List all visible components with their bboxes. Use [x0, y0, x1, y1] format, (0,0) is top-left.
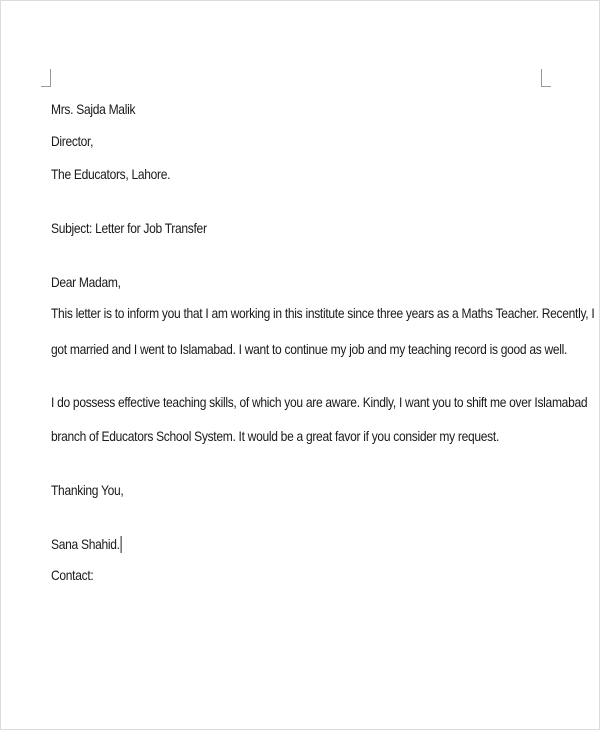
recipient-title: Director,: [51, 133, 94, 149]
text-cursor: [121, 536, 122, 553]
paragraph-1-line-1: This letter is to inform you that I am working in this institute since three years as a Maths Teacher. Recently, I: [51, 305, 595, 321]
sender-line: [51, 536, 121, 553]
recipient-name: Mrs. Sajda Malik: [51, 101, 136, 117]
subject-line: Subject: Letter for Job Transfer: [51, 220, 207, 236]
recipient-organization: The Educators, Lahore.: [51, 166, 171, 182]
paragraph-2-line-2: branch of Educators School System. It would be a great favor if you consider my request.: [51, 428, 500, 444]
paragraph-2-line-1: I do possess effective teaching skills, of which you are aware. Kindly, I want you to shift me over Islamabad: [51, 394, 588, 410]
paragraph-1-line-2: got married and I went to Islamabad. I want to continue my job and my teaching record is good as well.: [51, 341, 568, 357]
top-right-margin-mark: [541, 69, 551, 87]
top-left-margin-mark: [41, 69, 51, 87]
closing: Thanking You,: [51, 482, 124, 498]
sender-name: Sana Shahid.: [51, 536, 120, 552]
salutation: Dear Madam,: [51, 274, 121, 290]
contact-label: Contact:: [51, 567, 94, 583]
